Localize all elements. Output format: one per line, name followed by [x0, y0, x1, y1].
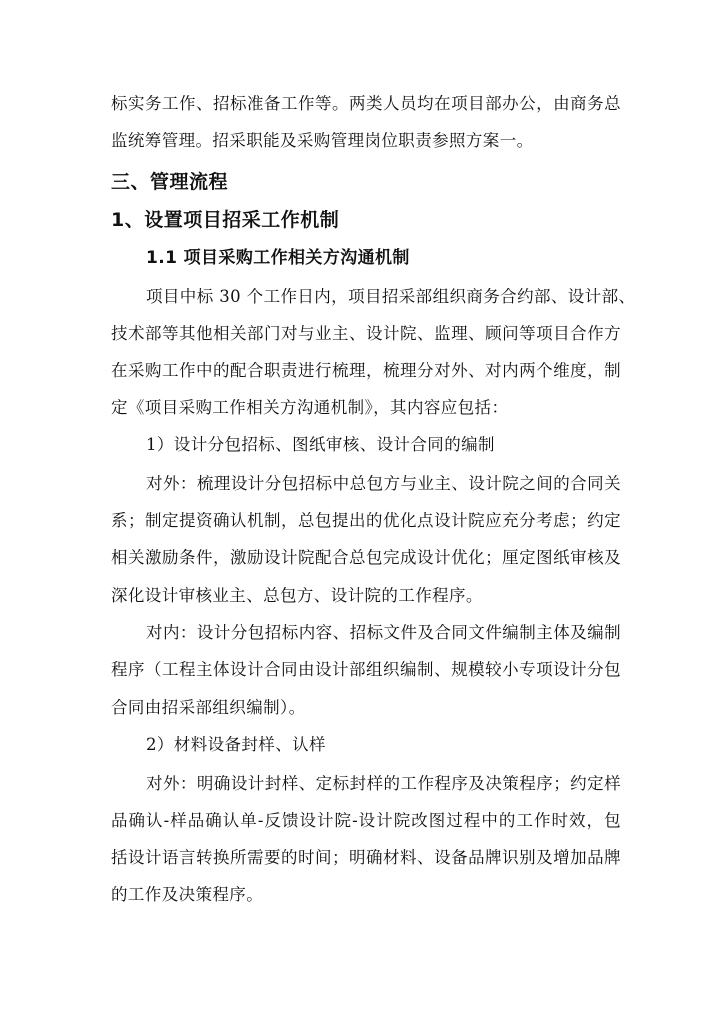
paragraph-line: 对外：梳理设计分包招标中总包方与业主、设计院之间的合同关: [146, 474, 621, 493]
paragraph-line: 品确认-样品确认单-反馈设计院-设计院改图过程中的工作时效，包: [111, 811, 621, 830]
paragraph-line: 程序（工程主体设计合同由设计部组织编制、规模较小专项设计分包: [111, 660, 621, 679]
paragraph-line: 对外：明确设计封样、定标封样的工作程序及决策程序；约定样: [146, 774, 621, 793]
paragraph-line: 深化设计审核业主、总包方、设计院的工作程序。: [111, 586, 483, 605]
paragraph-line: 相关激励条件，激励设计院配合总包完成设计优化；厘定图纸审核及: [111, 548, 621, 567]
paragraph-line: 监统筹管理。招采职能及采购管理岗位职责参照方案一。: [111, 131, 534, 150]
paragraph-line: 合同由招采部组织编制）。: [111, 698, 306, 717]
paragraph-line: 标实务工作、招标准备工作等。两类人员均在项目部办公，由商务总: [111, 94, 621, 113]
list-item: 1）设计分包招标、图纸审核、设计合同的编制: [146, 435, 495, 454]
paragraph-line: 在采购工作中的配合职责进行梳理，梳理分对外、对内两个维度，制: [111, 361, 621, 380]
paragraph-line: 技术部等其他相关部门对与业主、设计院、监理、顾问等项目合作方: [111, 324, 621, 343]
list-item: 2）材料设备封样、认样: [146, 735, 326, 754]
paragraph-line: 括设计语言转换所需要的时间；明确材料、设备品牌识别及增加品牌: [111, 848, 621, 867]
subsection-heading: 1、设置项目招采工作机制: [111, 209, 340, 231]
section-heading: 三、管理流程: [111, 171, 229, 193]
paragraph-line: 定《项目采购工作相关方沟通机制》，其内容应包括：: [111, 398, 509, 417]
paragraph-line: 对内：设计分包招标内容、招标文件及合同文件编制主体及编制: [146, 623, 621, 642]
paragraph-line: 系；制定提资确认机制，总包提出的优化点设计院应充分考虑；约定: [111, 511, 621, 530]
paragraph-line: 的工作及决策程序。: [111, 885, 264, 904]
subsubsection-heading: 1.1 项目采购工作相关方沟通机制: [146, 248, 410, 268]
paragraph-line: 项目中标 30 个工作日内，项目招采部组织商务合约部、设计部、: [146, 287, 636, 306]
